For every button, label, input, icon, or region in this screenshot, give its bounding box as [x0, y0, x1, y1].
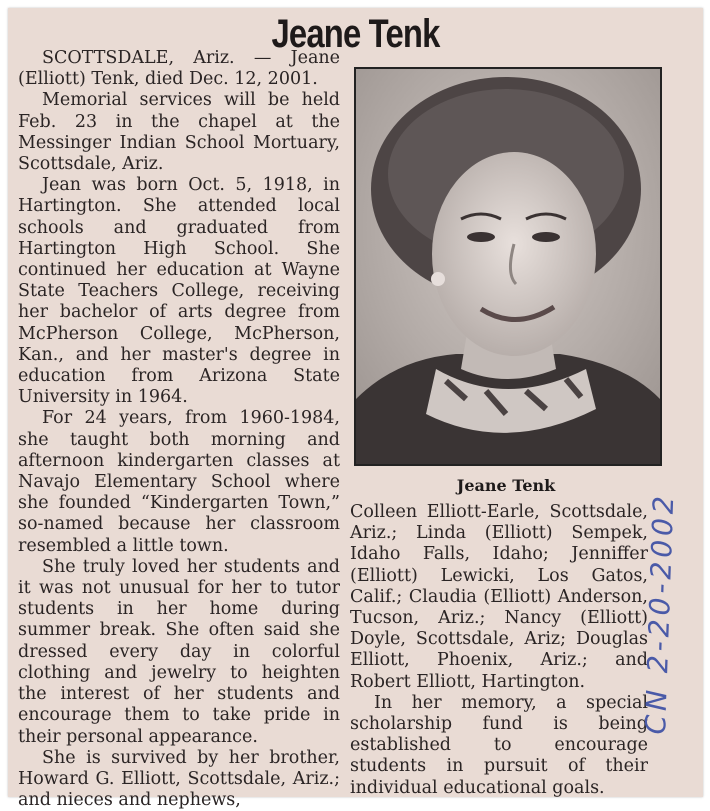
paragraph: For 24 years, from 1960-1984, she taught both morning and afternoon kindergarten classes at Navajo Elementary School where she founded “Kindergarten Town,” so-named because her classroom resembled a little town.	[18, 408, 340, 556]
paragraph: Memorial services will be held Feb. 23 in the chapel at the Messinger Indian School Mortuary, Scottsdale, Ariz.	[18, 90, 340, 175]
paragraph: Colleen Elliott-Earle, Scottsdale, Ariz.; Linda (Elliott) Sempek, Idaho Falls, Idaho; Jenniffer (Elliott) Lewicki, Los Gatos, Calif.; Claudia (Elliott) Anderson, Tucson, Ariz.; Nancy (Elliott) Doyle, Scottsdale, Ariz; Douglas Elliott, Phoenix, Ariz.; and Robert Elliott, Hartington.	[350, 502, 648, 692]
paragraph: She is survived by her brother, Howard G. Elliott, Scottsdale, Ariz.; and nieces and nephews,	[18, 747, 340, 811]
handwritten-date-note	[620, 468, 702, 735]
paragraph: In her memory, a special scholarship fund is being established to encourage students in pursuit of their individual educational goals.	[350, 692, 648, 798]
paragraph: Jean was born Oct. 5, 1918, in Hartington. She attended local schools and graduated from Hartington High School. She continued her education at Wayne State Teachers College, receiving her bachelor of arts degree from McPherson College, McPherson, Kan., and her master's degree in education from Arizona State University in 1964.	[18, 175, 340, 408]
obituary-title: Jeane Tenk	[271, 12, 440, 56]
paragraph: She truly loved her students and it was not unusual for her to tutor students in her home during summer break. She often said she dressed every day in colorful clothing and jewelry to heighten the interest of her students and encourage them to take pride in their personal appearance.	[18, 556, 340, 747]
portrait-photo	[354, 67, 662, 466]
newspaper-clipping	[8, 8, 703, 811]
portrait-image	[356, 69, 660, 464]
photo-caption: Jeane Tenk	[456, 476, 556, 495]
paragraph: SCOTTSDALE, Ariz. — Jeane (Elliott) Tenk, died Dec. 12, 2001.	[18, 48, 340, 90]
left-text-column	[18, 48, 340, 811]
handwritten-note-text: CN 2-20-2002	[638, 491, 681, 735]
right-text-column	[350, 502, 648, 799]
